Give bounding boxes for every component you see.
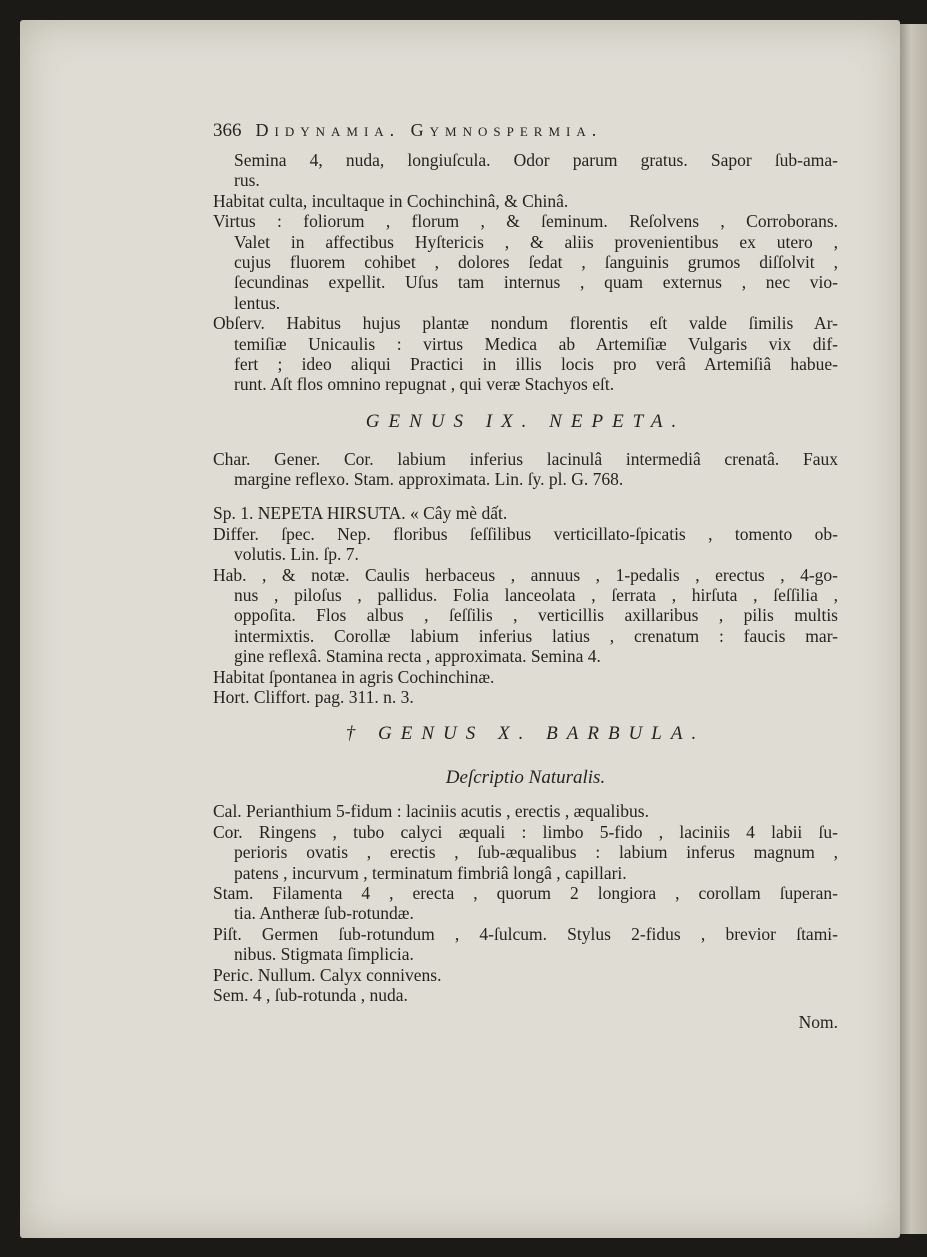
text-line: Cor. Ringens , tubo calyci æquali : limbo 5-fido , laciniis 4 labii ſu- [213, 821, 838, 842]
text-line: gine reflexâ. Stamina recta , approximata. Semina 4. [234, 646, 601, 667]
text-line: Habitat culta, incultaque in Cochinchinâ, & Chinâ. [213, 190, 569, 211]
text-line: oppoſita. Flos albus , ſeſſilis , verticillis axillaribus , pilis multis [234, 605, 838, 626]
text-line: Peric. Nullum. Calyx connivens. [213, 964, 442, 985]
text-line: Hort. Cliffort. pag. 311. n. 3. [213, 686, 414, 707]
paragraph-block-1 [213, 150, 838, 395]
text-line: lentus. [234, 292, 281, 313]
species-line: Sp. 1. NEPETA HIRSUTA. « Cây mè dất. [213, 503, 508, 524]
page-number: 366 [213, 120, 242, 141]
descriptio-heading: Deſcriptio Naturalis. [445, 767, 606, 789]
text-line: Sem. 4 , ſub-rotunda , nuda. [213, 984, 408, 1005]
text-line: volutis. Lin. ſp. 7. [234, 544, 359, 565]
text-line: fert ; ideo aliqui Practici in illis locis pro verâ Artemiſiâ habue- [234, 353, 838, 374]
character-block [213, 449, 838, 490]
running-header [213, 120, 838, 150]
text-line: Differ. ſpec. Nep. floribus ſeſſilibus verticillato-ſpicatis , tomento ob- [213, 523, 838, 544]
running-title: Didynamia. Gymnospermia. [255, 120, 603, 140]
catchword: Nom. [798, 1012, 838, 1033]
text-line: Obſerv. Habitus hujus plantæ nondum florentis eſt valde ſimilis Ar- [213, 313, 838, 334]
page-text [213, 120, 838, 1033]
paragraph-block-2 [213, 524, 838, 708]
text-line: temiſiæ Unicaulis : virtus Medica ab Artemiſiæ Vulgaris vix dif- [234, 333, 838, 354]
text-line: runt. Aſt flos omnino repugnat , qui veræ Stachyos eſt. [234, 374, 615, 395]
text-line: intermixtis. Corollæ labium inferius latius , crenatum : faucis mar- [234, 625, 838, 646]
text-line: rus. [234, 170, 260, 191]
text-line: tia. Antheræ ſub-rotundæ. [234, 903, 414, 924]
text-line: ſecundinas expellit. Uſus tam internus , quam externus , nec vio- [234, 272, 838, 293]
text-line: Char. Gener. Cor. labium inferius lacinulâ intermediâ crenatâ. Faux [213, 448, 838, 469]
text-line: Semina 4, nuda, longiuſcula. Odor parum gratus. Sapor ſub-ama- [234, 150, 838, 170]
text-line: Valet in affectibus Hyſtericis , & aliis provenientibus ex utero , [234, 231, 838, 252]
text-line: perioris ovatis , erectis , ſub-æqualibus : labium inferus magnum , [234, 842, 838, 863]
genus-heading-nepeta: GENUS IX. NEPETA. [365, 410, 686, 432]
text-line: Piſt. Germen ſub-rotundum , 4-ſulcum. Stylus 2-fidus , brevior ſtami- [213, 923, 838, 944]
text-line: nibus. Stigmata ſimplicia. [234, 944, 414, 965]
next-page-edge [900, 24, 927, 1234]
text-line: margine reflexo. Stam. approximata. Lin. ſy. pl. G. 768. [234, 469, 624, 490]
text-line: Habitat ſpontanea in agris Cochinchinæ. [213, 666, 495, 687]
text-line: Cal. Perianthium 5-fidum : laciniis acutis , erectis , æqualibus. [213, 801, 649, 822]
text-line: Virtus : foliorum , florum , & ſeminum. Reſolvens , Corroborans. [213, 211, 838, 232]
text-line: Stam. Filamenta 4 , erecta , quorum 2 longiora , corollam ſuperan- [213, 882, 838, 903]
genus-heading-barbula: † GENUS X. BARBULA. [345, 723, 706, 745]
paragraph-block-3 [213, 801, 838, 1005]
text-line: Hab. , & notæ. Caulis herbaceus , annuus , 1-pedalis , erectus , 4-go- [213, 564, 838, 585]
text-line: patens , incurvum , terminatum fimbriâ longâ , capillari. [234, 862, 627, 883]
text-line: cujus fluorem cohibet , dolores ſedat , ſanguinis grumos diſſolvit , [234, 251, 838, 272]
text-line: nus , piloſus , pallidus. Folia lanceolata , ſerrata , hirſuta , ſeſſilia , [234, 585, 838, 606]
